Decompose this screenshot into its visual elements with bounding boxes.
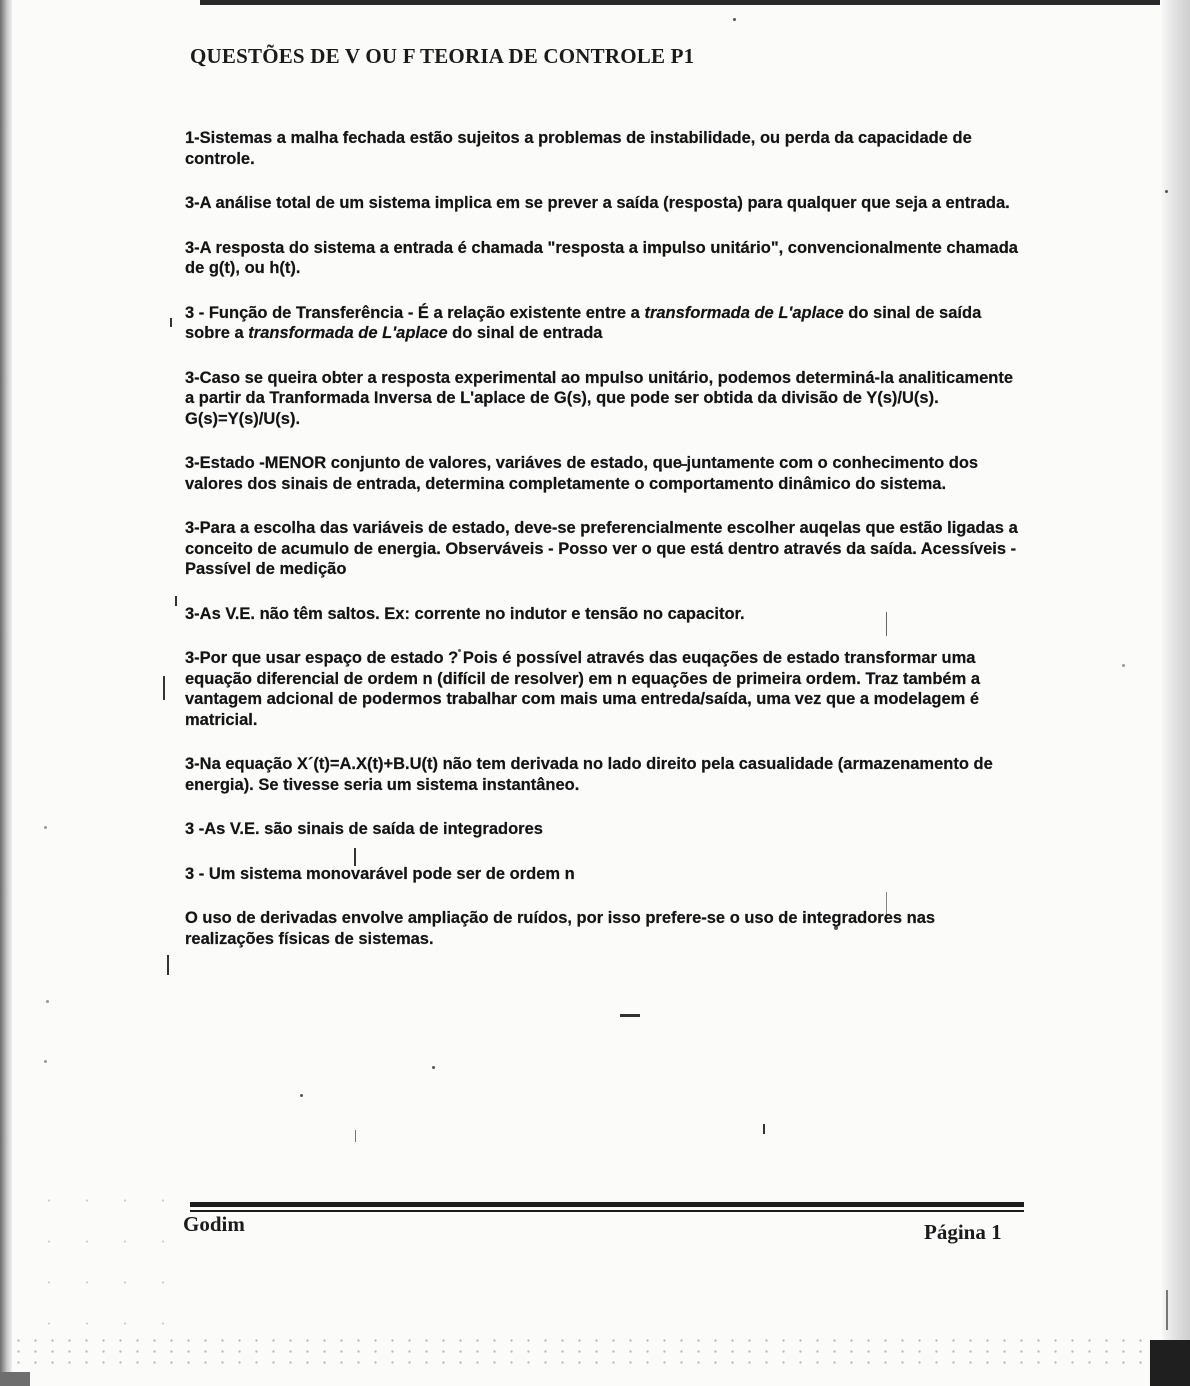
scan-mark [175,596,177,606]
footer-author: Godim [183,1212,245,1236]
bottom-left-shadow [0,1372,30,1386]
footer-page-number: Página 1 [924,1220,1002,1244]
question-item: 3-A resposta do sistema a entrada é chamada "resposta a impulso unitário", convencionalmente chamada de g(t), ou h(t). [185,238,1018,277]
question-text: do sinal de saída sobre a [185,303,982,342]
questions-list [185,128,1025,949]
scan-noise-dots-left [30,1180,170,1330]
scan-speck [1165,190,1168,193]
question-item: 3-A análise total de um sistema implica em se prever a saída (resposta) para qualquer que seja a entrada. [185,194,1010,212]
scan-speck [44,826,47,829]
question-item: 3-Por que usar espaço de estado ? Pois é possível através das euqações de estado transformar uma equação diferencial de ordem n (difícil de resolver) em n equações de primeira ordem. Traz também a vantagem adcional de podermos trabalhar com mais uma entreda/saída, uma vez que a modelagem é matricial. [185,649,981,729]
question-item: 3-Para a escolha das variáveis de estado, deve-se preferencialmente escolher auqelas que estão ligadas a conceito de acumulo de energia. Observáveis - Posso ver o que está dentro através da saída. Acessíveis - Passível de medição [185,519,1018,578]
question-item: 3-Caso se queira obter a resposta experimental ao mpulso unitário, podemos determiná-la analiticamente a partir da Tranformada Inversa de L'aplace de G(s), que pode ser obtida da divisão de Y(s)/U(s). G(s)=Y(s)/U(s). [185,368,1013,428]
question-item-transfer-function [185,303,1025,344]
left-page-shadow [0,0,12,1386]
scan-speck [733,18,736,21]
scan-mark [163,676,165,700]
right-page-shadow [1162,0,1190,1386]
bottom-corner-shadow [1150,1340,1190,1386]
question-item: 3 -As V.E. são sinais de saída de integradores [185,820,543,838]
scan-mark [170,318,172,327]
scan-speck [300,1094,303,1097]
question-item: O uso de derivadas envolve ampliação de ruídos, por isso prefere-se o uso de integradores nas realizações físicas de sistemas. [185,909,936,948]
question-text: 3 - Função de Transferência - É a relação existente entre a [185,303,645,322]
scan-speck [44,1060,47,1063]
scan-mark [1166,1290,1168,1330]
document-title: QUESTÕES DE V OU F TEORIA DE CONTROLE P1 [190,44,695,69]
top-edge-rule [200,0,1160,5]
question-item: 3-Na equação X´(t)=A.X(t)+B.U(t) não tem derivada no lado direito pela casualidade (armazenamento de energia). Se tivesse seria um sistema instantâneo. [185,755,993,794]
question-emphasis: transformada de L'aplace [248,324,448,342]
scan-mark [167,955,169,975]
scan-mark [620,1014,640,1017]
scan-mark [763,1124,765,1134]
question-item: 3-Estado -MENOR conjunto de valores, variáves de estado, que juntamente com o conhecimento dos valores dos sinais de entrada, determina completamente o comportamento dinâmico do sistema. [185,454,979,493]
question-item: 3 - Um sistema monovarável pode ser de ordem n [185,864,575,883]
question-emphasis: transformada de L'aplace [644,303,844,322]
scan-mark [355,1130,356,1142]
scan-speck [46,1000,49,1003]
footer-rule [190,1202,1024,1207]
scan-noise-dots [10,1335,1150,1365]
question-item: 3-As V.E. não têm saltos. Ex: corrente no indutor e tensão no capacitor. [185,604,745,623]
question-text: do sinal de entrada [447,324,603,342]
question-item: 1-Sistemas a malha fechada estão sujeitos a problemas de instabilidade, ou perda da capacidade de controle. [185,129,972,168]
scan-speck [1122,664,1125,667]
scan-speck [432,1066,435,1069]
footer-rule-thin [190,1210,1024,1212]
